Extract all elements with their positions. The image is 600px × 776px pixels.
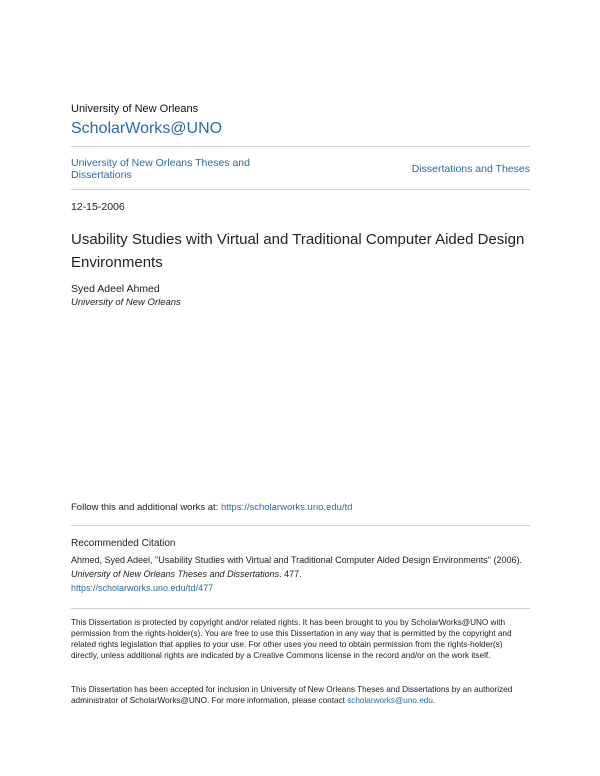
divider — [71, 189, 530, 190]
contact-email-link[interactable]: scholarworks@uno.edu — [347, 696, 433, 705]
inclusion-end: . — [432, 696, 436, 705]
document-title: Usability Studies with Virtual and Traditional Computer Aided Design Environments — [71, 231, 525, 271]
permissions-paragraph: This Dissertation is protected by copyright and/or related rights. It has been brought to you by ScholarWorks@UNO with permission from the rights-holder(s). You are free to use this Dissertation in any way that is permitted by the copyright and related rights legislation that applies to your use. For other uses you need to obtain permission from the rights-holder(s) directly, unless additional rights are indicated by a Creative Commons license in the record and/or on the work itself. — [71, 618, 512, 660]
publication-date: 12-15-2006 — [71, 201, 125, 213]
citation-link[interactable]: https://scholarworks.uno.edu/td/477 — [71, 583, 214, 593]
divider — [71, 146, 530, 147]
collection-link-right[interactable]: Dissertations and Theses — [411, 163, 530, 175]
citation-start: Ahmed, Syed Adeel, "Usability Studies with Virtual and Traditional Computer Aided Design Environments" (2006). — [71, 555, 522, 565]
inclusion-text: This Dissertation has been accepted for inclusion in University of New Orleans Theses and Dissertations by an authorized administrator of ScholarWorks@UNO. For more information, please contact — [71, 685, 513, 705]
author-name: Syed Adeel Ahmed — [71, 283, 160, 295]
follow-line — [71, 502, 352, 513]
collection-link-left[interactable]: University of New Orleans Theses and Dissertations — [71, 157, 250, 181]
follow-text: Follow this and additional works at: — [71, 502, 221, 513]
citation-end: . 477. — [279, 569, 302, 579]
inclusion-paragraph — [71, 684, 530, 706]
repository-link[interactable]: ScholarWorks@UNO — [71, 120, 223, 137]
follow-link[interactable]: https://scholarworks.uno.edu/td — [220, 502, 353, 513]
institution-name: University of New Orleans — [71, 103, 199, 115]
citation-text — [71, 553, 530, 595]
divider — [71, 608, 530, 609]
citation-heading: Recommended Citation — [71, 538, 176, 549]
divider — [71, 525, 530, 526]
author-affiliation: University of New Orleans — [71, 297, 181, 308]
citation-series: University of New Orleans Theses and Dissertations — [71, 569, 280, 579]
